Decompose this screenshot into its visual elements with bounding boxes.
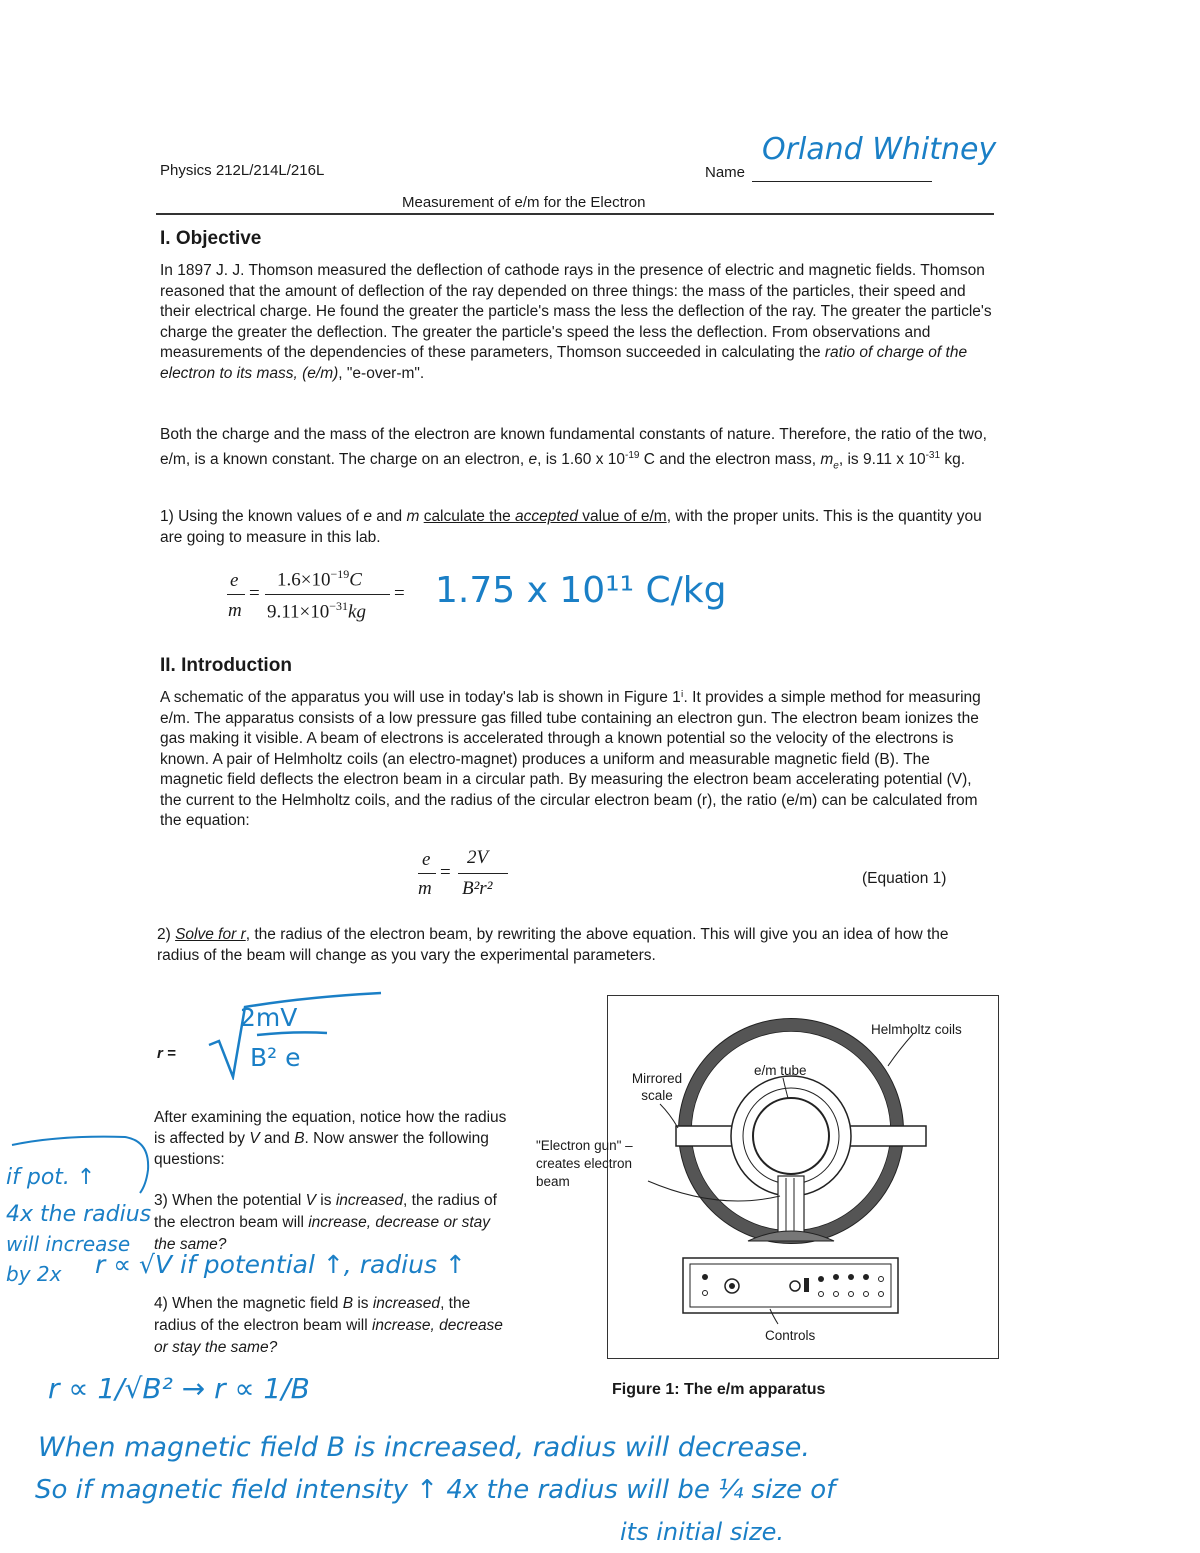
- handwritten-answer-em: 1.75 x 10¹¹ C/kg: [435, 570, 727, 611]
- after-examining-text: After examining the equation, notice how the radius is affected by V and B. Now answer the following questions:: [154, 1109, 507, 1168]
- eq1-numerator: 2V: [467, 847, 489, 868]
- question-1: 1) Using the known values of e and m calculate the accepted value of e/m, with the proper units. This is the quantity you are going to measure in this lab.: [160, 508, 982, 546]
- eq1-m: m: [418, 878, 432, 899]
- eq-em-bar: [227, 594, 245, 595]
- handwritten-answer-line-2: So if magnetic field intensity ↑ 4x the radius will be ¼ size of: [35, 1475, 836, 1505]
- handwritten-r-denominator: B² e: [250, 1043, 301, 1072]
- label-controls: Controls: [765, 1328, 816, 1343]
- figure-frame: [607, 995, 999, 1359]
- handwritten-answer-line-3: its initial size.: [620, 1518, 785, 1546]
- name-label: Name: [705, 164, 746, 181]
- figure-caption: Figure 1: The e/m apparatus: [612, 1381, 826, 1398]
- handwritten-note-potential-3: will increase: [6, 1232, 131, 1256]
- title-rule: [156, 213, 994, 215]
- objective-heading: I. Objective: [160, 228, 262, 249]
- introduction-paragraph: A schematic of the apparatus you will use in today's lab is shown in Figure 1ⁱ. It provides a simple method for measuring e/m. The apparatus consists of a low pressure gas filled tube containing an electron gun. The electron beam ionizes the gas making it visible. A beam of electrons is accelerated through a known potential so the velocity of the electrons is known. A pair of Helmholtz coils (an electro-magnet) produces a uniform and measurable magnetic field (B). The magnetic field deflects the electron beam in a circular path. By measuring the electron beam accelerating potential (V), the current to the Helmholtz coils, and the radius of the circular electron beam (r), the ratio (e/m) can be calculated from the equation:: [160, 689, 981, 829]
- eq1-e: e: [422, 849, 431, 870]
- eq-numerator: $1.6\times 10^{-19}C$: [277, 567, 362, 591]
- handwritten-bracket: [0, 1115, 180, 1205]
- eq1-em-bar: [418, 873, 436, 874]
- eq-main-bar: [265, 594, 390, 595]
- eq-m: m: [228, 600, 242, 621]
- handwritten-r-numerator: 2mV: [240, 1003, 298, 1032]
- label-mirrored-scale: Mirrored scale: [631, 1071, 683, 1103]
- handwritten-note-potential-4: by 2x: [6, 1262, 62, 1286]
- eq1-denominator: B²r²: [462, 878, 493, 899]
- introduction-heading: II. Introduction: [160, 655, 292, 676]
- label-em-tube: e/m tube: [754, 1063, 807, 1078]
- eq-equals-1: =: [249, 583, 260, 604]
- handwritten-proportional-b: r ∝ 1/√B² → r ∝ 1/B: [48, 1372, 310, 1405]
- objective-paragraph-1: In 1897 J. J. Thomson measured the deflection of cathode rays in the presence of electric and magnetic fields. Thomson reasoned that the amount of deflection of the ray depended on three things: the mass of the particles, their speed and their electrical charge. He found the greater the particle's mass the less the deflection of the ray. The greater the particle's charge the greater the deflection. The greater the particle's speed the less the deflection. From observations and measurements of the dependencies of these parameters, Thomson succeeded in calculating the ratio of charge of the electron to its mass, (e/m), "e-over-m".: [160, 262, 992, 382]
- question-4: 4) When the magnetic field B is increased, the radius of the electron beam will increase, decrease or stay the same?: [154, 1295, 503, 1356]
- objective-paragraph-2: Both the charge and the mass of the electron are known fundamental constants of nature. Therefore, the ratio of the two, e/m, is a known constant. The charge on an electron, e, is 1.60 x $10^{-19}$ C and the electron mass, $m_e$, is 9.11 x $10^{-31}$ kg.: [160, 426, 987, 471]
- name-line: [752, 181, 932, 182]
- label-helmholtz-coils: Helmholtz coils: [871, 1022, 962, 1037]
- eq1-equals: =: [440, 862, 451, 883]
- question-2: 2) Solve for r, the radius of the electron beam, by rewriting the above equation. This will give you an idea of how the radius of the beam will change as you vary the experimental parameters.: [157, 926, 949, 964]
- eq-e: e: [230, 570, 239, 591]
- question-3: 3) When the potential V is increased, the radius of the electron beam will increase, decrease or stay the same?: [154, 1192, 497, 1253]
- handwritten-proportional-v: r ∝ √V if potential ↑, radius ↑: [95, 1250, 466, 1279]
- handwritten-note-potential-1: if pot. ↑: [6, 1165, 96, 1190]
- eq-equals-2: =: [394, 583, 405, 604]
- equation-1-label: (Equation 1): [862, 870, 947, 887]
- eq1-bar: [458, 873, 508, 874]
- eq-denominator: $9.11\times 10^{-31}kg$: [267, 599, 366, 623]
- apparatus-drawing: [608, 996, 998, 1358]
- course-label: Physics 212L/214L/216L: [160, 162, 325, 179]
- label-electron-gun: "Electron gun" – creates electron beam: [536, 1138, 633, 1189]
- r-equals-label: r =: [157, 1045, 176, 1062]
- handwritten-name: Orland Whitney: [762, 132, 997, 167]
- page-title: Measurement of e/m for the Electron: [402, 194, 646, 211]
- handwritten-answer-line-1: When magnetic field B is increased, radius will decrease.: [38, 1432, 810, 1463]
- handwritten-note-potential-2: 4x the radius: [6, 1202, 152, 1227]
